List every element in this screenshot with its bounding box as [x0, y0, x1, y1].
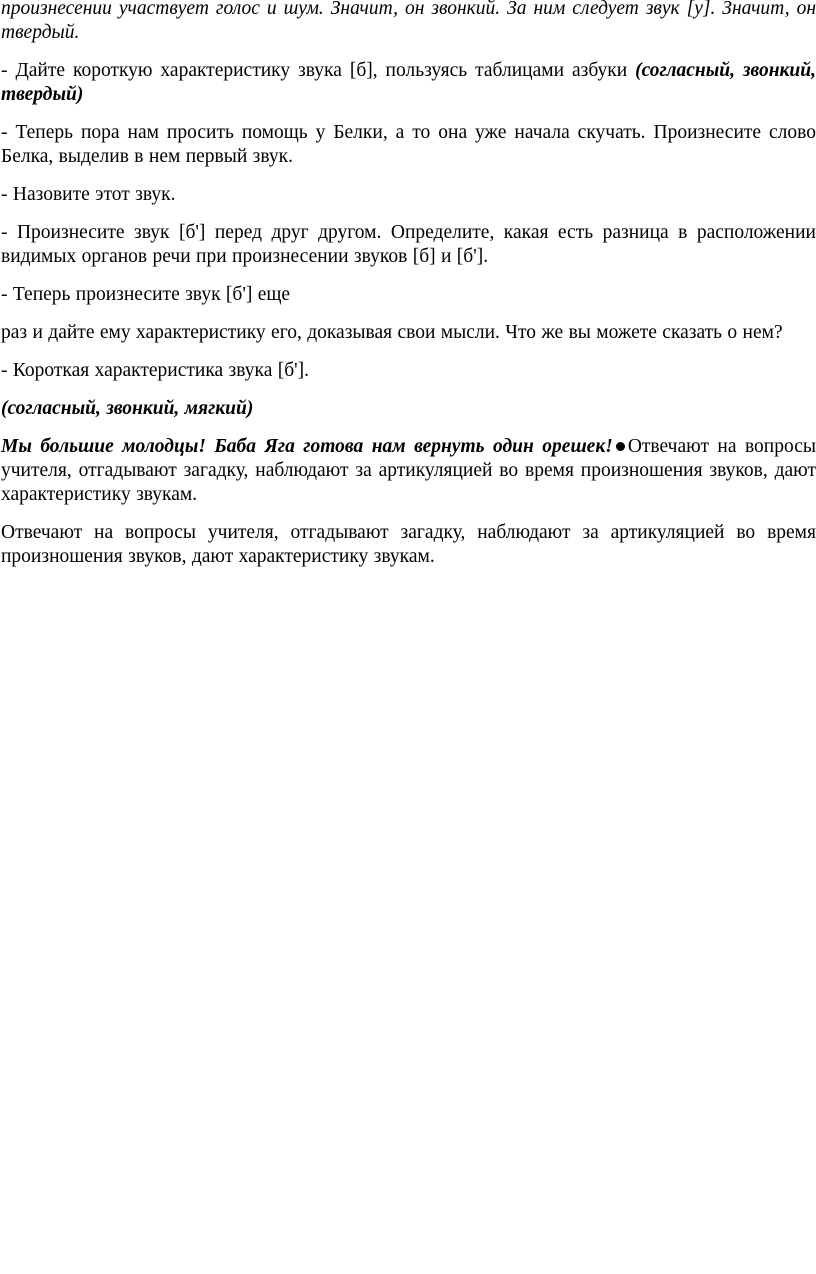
baba-yaga-emphasis: Мы большие молодцы! Баба Яга готова нам вернуть один орешек!: [1, 436, 613, 457]
paragraph-name-sound: - Назовите этот звук.: [1, 184, 176, 205]
paragraph-pronounce-again: - Теперь произнесите звук [б'] еще: [1, 284, 291, 305]
paragraph-short-characteristic: - Короткая характеристика звука [б'].: [1, 360, 310, 381]
paragraph-answer-soft: (согласный, звонкий, мягкий): [1, 398, 254, 419]
answer-emphasis: (согласный, звонкий, твердый): [1, 60, 816, 105]
paragraph-pronounce-b-soft: - Произнесите звук [б'] перед друг другом. Определите, какая есть разница в расположении видимых органов речи при произнесении звуков [б] и [б'].: [1, 222, 816, 267]
bullet-icon: [616, 442, 625, 451]
paragraph-give-characteristic: раз и дайте ему характеристику его, доказывая свои мысли. Что же вы можете сказать о нем?: [1, 322, 783, 343]
document-page: [0, 0, 816, 583]
paragraph-task-characteristic-b: [1, 59, 816, 107]
paragraph-intro-continuation: произнесении участвует голос и шум. Значит, он звонкий. За ним следует звук [у]. Значит, он твердый.: [1, 0, 816, 43]
student-activity-text: Отвечают на вопросы учителя, отгадывают загадку, наблюдают за артикуляцией во время произношения звуков, дают характеристику звукам.: [1, 436, 816, 505]
paragraph-belka: - Теперь пора нам просить помощь у Белки, а то она уже начала скучать. Произнесите слово Белка, выделив в нем первый звук.: [1, 122, 816, 167]
paragraph-baba-yaga: [1, 435, 816, 507]
task-text: - Дайте короткую характеристику звука [б], пользуясь таблицами азбуки: [1, 60, 636, 81]
paragraph-student-activity: Отвечают на вопросы учителя, отгадывают загадку, наблюдают за артикуляцией во время произношения звуков, дают характеристику звукам.: [1, 522, 816, 567]
